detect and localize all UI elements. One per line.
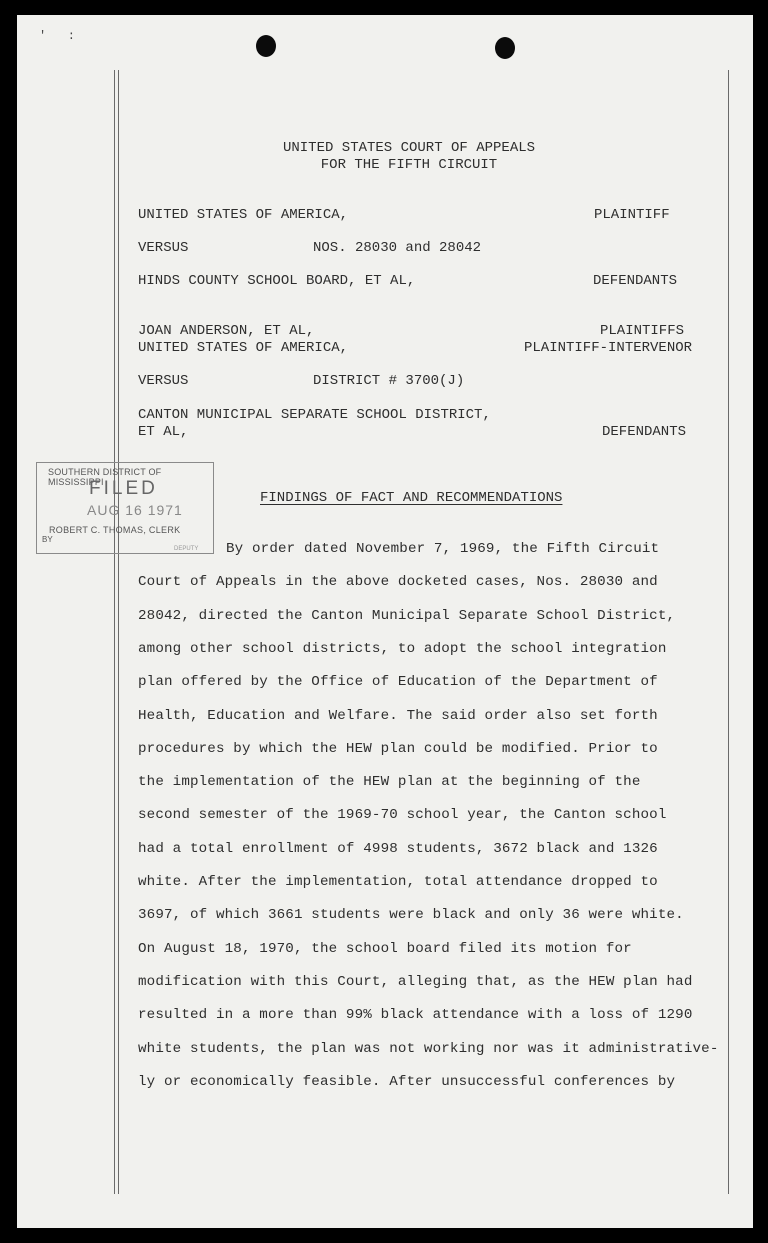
body-line: Court of Appeals in the above docketed cases, Nos. 28030 and xyxy=(138,574,658,591)
body-line: the implementation of the HEW plan at the beginning of the xyxy=(138,774,641,791)
caption-party2-role: DEFENDANTS xyxy=(593,273,678,289)
left-margin-rule xyxy=(114,70,115,1194)
caption-party5-role: DEFENDANTS xyxy=(602,424,687,440)
left-margin-rule-inner xyxy=(118,70,119,1194)
stamp-deputy: DEPUTY xyxy=(174,546,199,552)
caption-party5-line1: CANTON MUNICIPAL SEPARATE SCHOOL DISTRICT, xyxy=(138,407,491,423)
caption-party2: HINDS COUNTY SCHOOL BOARD, ET AL, xyxy=(138,273,416,289)
caption-case-numbers: NOS. 28030 and 28042 xyxy=(313,240,482,256)
body-line: had a total enrollment of 4998 students, 3672 black and 1326 xyxy=(138,840,658,857)
body-line: second semester of the 1969-70 school year, the Canton school xyxy=(138,807,667,824)
right-margin-rule xyxy=(728,70,729,1194)
caption-versus2: VERSUS xyxy=(138,373,189,389)
body-line: 3697, of which 3661 students were black and only 36 were white. xyxy=(138,907,684,924)
body-line: white. After the implementation, total attendance dropped to xyxy=(138,874,658,890)
punch-hole-left xyxy=(256,35,276,57)
stamp-status: FILED xyxy=(89,478,158,499)
body-line: procedures by which the HEW plan could be modified. Prior to xyxy=(138,740,658,757)
caption-party4: UNITED STATES OF AMERICA, xyxy=(138,340,349,356)
body-line: modification with this Court, alleging that, as the HEW plan had xyxy=(138,973,693,990)
caption-party3: JOAN ANDERSON, ET AL, xyxy=(138,323,315,339)
body-line: Health, Education and Welfare. The said order also set forth xyxy=(138,707,658,724)
stamp-by: BY xyxy=(42,535,53,544)
caption-versus1: VERSUS xyxy=(138,240,189,256)
body-line: ly or economically feasible. After unsuccessful conferences by xyxy=(138,1073,676,1090)
corner-specks: ' : xyxy=(39,29,76,43)
body-line: By order dated November 7, 1969, the Fifth Circuit xyxy=(226,541,660,557)
body-line: among other school districts, to adopt the school integration xyxy=(138,640,667,657)
court-name-line2: FOR THE FIFTH CIRCUIT xyxy=(320,157,498,173)
caption-party3-role: PLAINTIFFS xyxy=(600,323,685,339)
caption-district-number: DISTRICT # 3700(J) xyxy=(313,373,465,389)
stamp-court: SOUTHERN DISTRICT OF MISSISSIPPI xyxy=(48,467,162,487)
document-page xyxy=(17,15,753,1228)
stamp-clerk: ROBERT C. THOMAS, CLERK xyxy=(49,525,181,535)
body-line: white students, the plan was not working nor was it administrative- xyxy=(138,1040,719,1057)
document-title: FINDINGS OF FACT AND RECOMMENDATIONS xyxy=(260,490,563,506)
body-line: 28042, directed the Canton Municipal Separate School District, xyxy=(138,607,676,624)
body-line: plan offered by the Office of Education of the Department of xyxy=(138,674,658,691)
body-line: On August 18, 1970, the school board filed its motion for xyxy=(138,940,632,957)
caption-party4-role: PLAINTIFF-INTERVENOR xyxy=(524,340,693,356)
filed-stamp xyxy=(36,462,214,554)
caption-party1-role: PLAINTIFF xyxy=(594,207,670,223)
caption-party5-line2: ET AL, xyxy=(138,424,189,440)
punch-hole-right xyxy=(495,37,515,59)
body-line: resulted in a more than 99% black attendance with a loss of 1290 xyxy=(138,1007,693,1024)
stamp-date: AUG 16 1971 xyxy=(87,502,183,518)
caption-party1: UNITED STATES OF AMERICA, xyxy=(138,207,349,223)
court-name-line1: UNITED STATES COURT OF APPEALS xyxy=(282,140,536,156)
